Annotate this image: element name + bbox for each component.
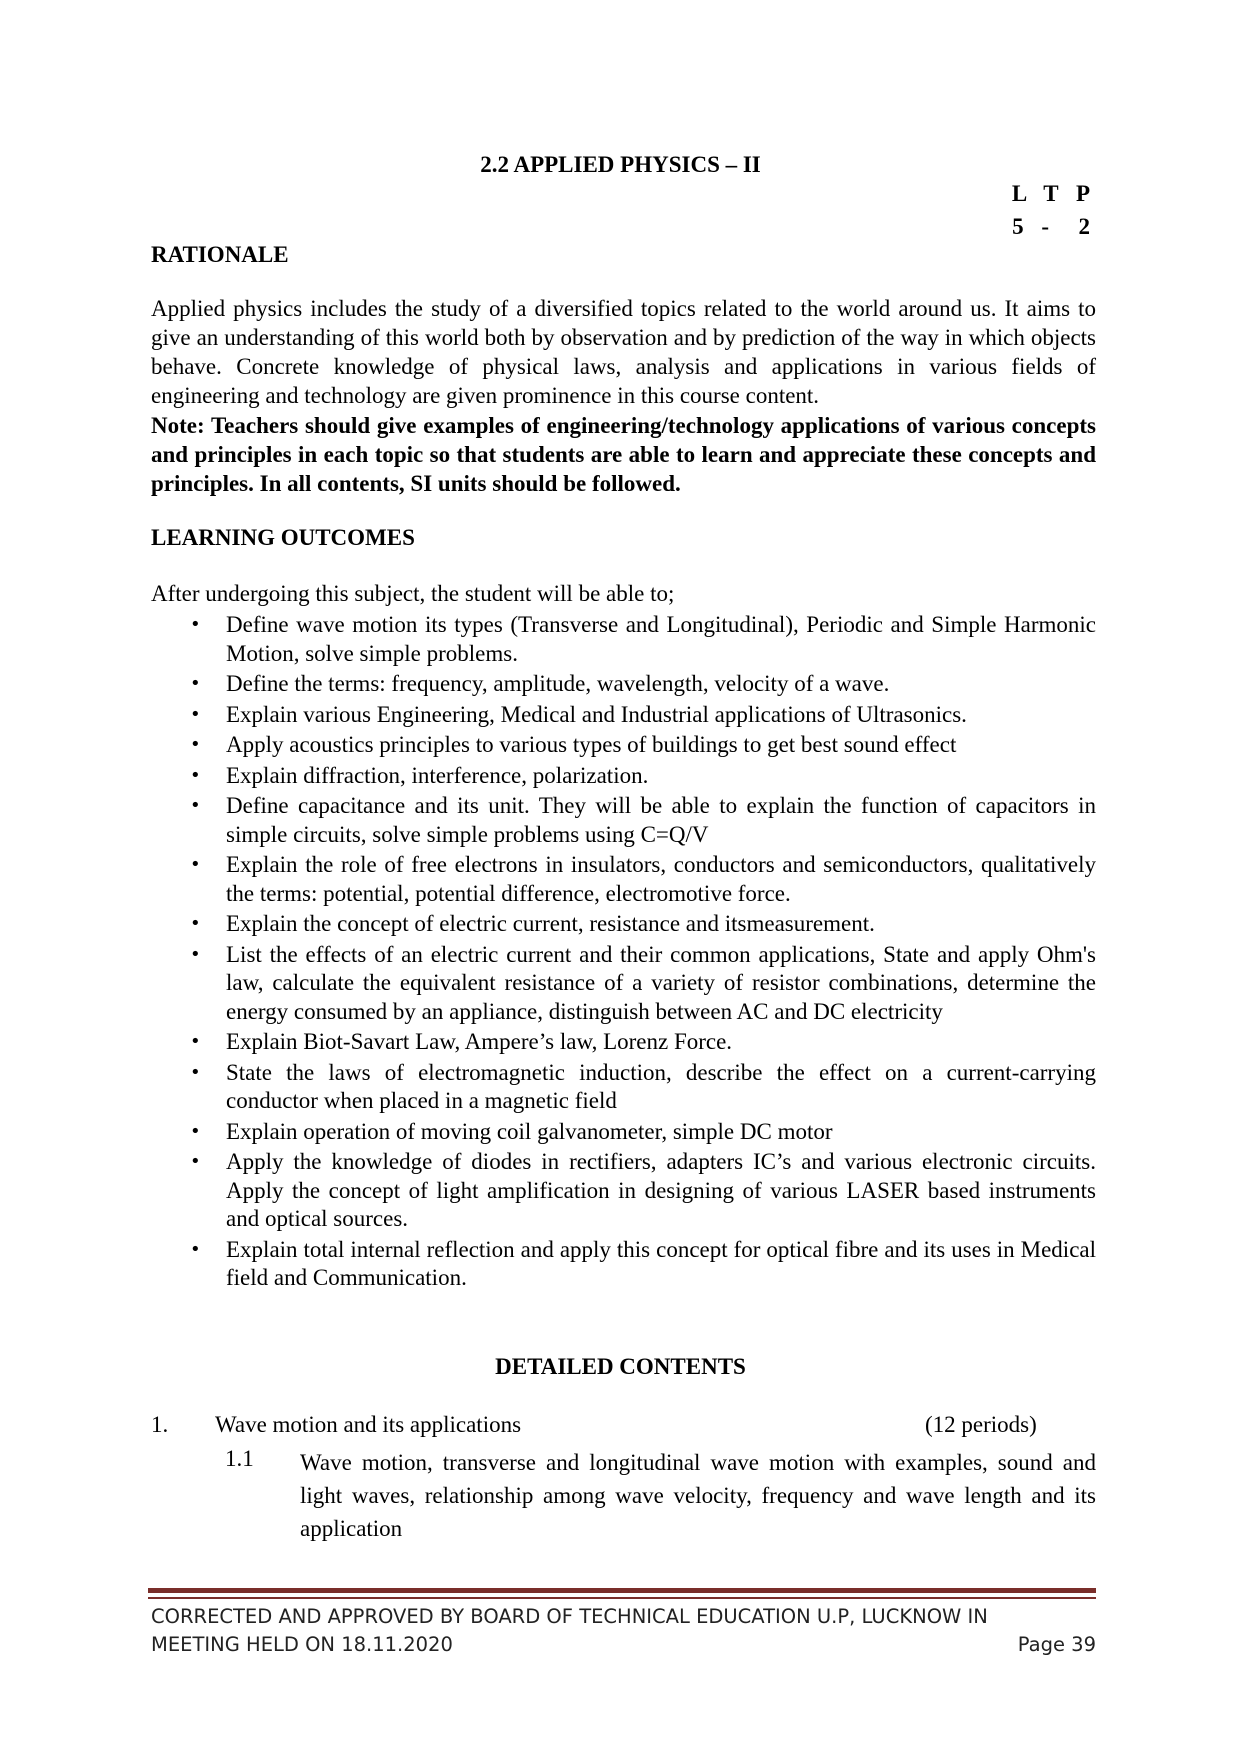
ltp-header: L T P [1011, 181, 1096, 206]
learning-outcomes-intro: After undergoing this subject, the student will be able to; [151, 581, 675, 606]
ltp-values: 5 - 2 [1012, 214, 1096, 239]
list-item: • Explain Biot-Savart Law, Ampere’s law, Lorenz Force. [226, 1028, 1096, 1057]
list-item: • Explain diffraction, interference, polarization. [226, 762, 1096, 791]
list-item: • Explain the role of free electrons in insulators, conductors and semiconductors, qualitatively the terms: potential, potential difference, electromotive force. [226, 851, 1096, 908]
document-title: 2.2 APPLIED PHYSICS – II [480, 152, 761, 177]
footer-rule-thin [148, 1597, 1096, 1599]
list-item: • Explain the concept of electric current, resistance and itsmeasurement. [226, 910, 1096, 939]
list-item: • Explain operation of moving coil galvanometer, simple DC motor [226, 1118, 1096, 1147]
learning-outcomes-list [226, 611, 1096, 1295]
list-item: • Define capacitance and its unit. They will be able to explain the function of capacitors in simple circuits, solve simple problems using C=Q/V [226, 792, 1096, 849]
page-number: Page 39 [1017, 1633, 1096, 1656]
list-item: • List the effects of an electric current and their common applications, State and apply Ohm's law, calculate the equivalent resistance of a variety of resistor combinations, determine the energy consumed by an appliance, distinguish between AC and DC electricity [226, 941, 1096, 1027]
footer-approval-line1: CORRECTED AND APPROVED BY BOARD OF TECHNICAL EDUCATION U.P, LUCKNOW IN [151, 1605, 988, 1628]
note-text: Note: Teachers should give examples of engineering/technology applications of various concepts and principles in each topic so that students are able to learn and appreciate these concepts and principles. In all contents, SI units should be followed. [151, 413, 1096, 496]
list-item: • State the laws of electromagnetic induction, describe the effect on a current-carrying conductor when placed in a magnetic field [226, 1059, 1096, 1116]
subsection-text: Wave motion, transverse and longitudinal wave motion with examples, sound and light waves, relationship among wave velocity, frequency and wave length and its application [300, 1450, 1096, 1541]
list-item: • Apply acoustics principles to various types of buildings to get best sound effect [226, 731, 1096, 760]
list-item: • Explain various Engineering, Medical and Industrial applications of Ultrasonics. [226, 701, 1096, 730]
list-item: • Apply the knowledge of diodes in rectifiers, adapters IC’s and various electronic circuits. Apply the concept of light amplification in designing of various LASER based instruments and optical sources. [226, 1148, 1096, 1234]
section-periods: (12 periods) [925, 1412, 1037, 1437]
list-item: • Explain total internal reflection and apply this concept for optical fibre and its uses in Medical field and Communication. [226, 1236, 1096, 1293]
rationale-heading: RATIONALE [151, 242, 289, 267]
subsection-number: 1.1 [225, 1446, 254, 1471]
detailed-contents-heading: DETAILED CONTENTS [495, 1354, 746, 1379]
list-item: • Define wave motion its types (Transverse and Longitudinal), Periodic and Simple Harmonic Motion, solve simple problems. [226, 611, 1096, 668]
section-title: Wave motion and its applications [215, 1412, 522, 1437]
section-number: 1. [151, 1412, 169, 1437]
learning-outcomes-heading: LEARNING OUTCOMES [151, 525, 415, 550]
rationale-text: Applied physics includes the study of a diversified topics related to the world around us. It aims to give an understanding of this world both by observation and by prediction of the way in which objects behave. Concrete knowledge of physical laws, analysis and applications in various fields of engineering and technology are given prominence in this course content. [151, 296, 1096, 408]
footer-approval-line2: MEETING HELD ON 18.11.2020 [151, 1633, 453, 1656]
list-item: • Define the terms: frequency, amplitude, wavelength, velocity of a wave. [226, 670, 1096, 699]
footer-rule-thick [148, 1588, 1096, 1593]
